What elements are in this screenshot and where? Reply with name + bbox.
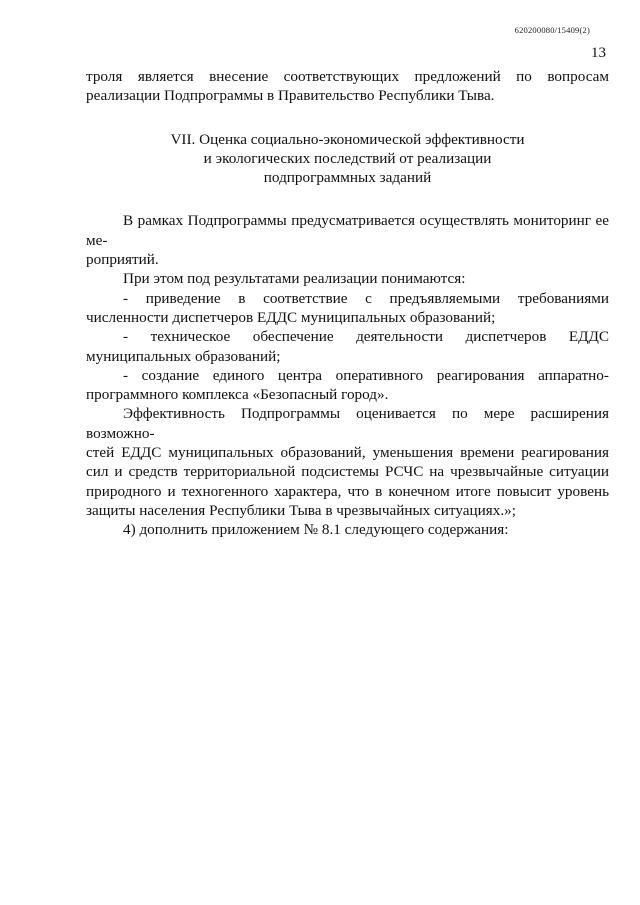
list-item-technical-support: - техническое обеспечение деятельности диспетчеров ЕДДС муниципальных образований;	[86, 328, 609, 365]
paragraph-monitoring-line-1: В рамках Подпрограммы предусматривается осуществлять мониторинг ее ме-	[86, 212, 609, 249]
list-item-safe-city-line-1	[86, 366, 609, 385]
list-item-safe-city-line-2: программного комплекса «Безопасный город».	[86, 386, 389, 404]
word: создание	[141, 366, 200, 384]
word: -	[123, 366, 129, 384]
document-code: 620200080/15409(2)	[514, 25, 590, 35]
heading-line-1: VII. Оценка социально-экономической эффективности	[170, 130, 525, 148]
document-body	[86, 67, 609, 540]
word: реагирования	[436, 366, 525, 384]
paragraph-monitoring-line-2: роприятий.	[86, 251, 159, 269]
paragraph-results-intro: При этом под результатами реализации понимаются:	[123, 270, 466, 288]
heading-line-3: подпрограммных заданий	[263, 169, 432, 187]
heading-line-2: и экологических последствий от реализации	[203, 149, 492, 167]
section-heading	[86, 130, 609, 188]
paragraph-effectiveness-rest: стей ЕДДС муниципальных образований, уменьшения времени реагирования сил и средств территориальной подсистемы РСЧС на чрезвычайные ситуации природного и техногенного характера, что в конечном итоге повысит уровень защиты населения Республики Тыва в чрезвычайных ситуациях.»;	[86, 444, 609, 519]
word: центра	[277, 366, 323, 384]
paragraph-effectiveness-line-1: Эффективность Подпрограммы оценивается по мере расширения возможно-	[86, 405, 609, 442]
paragraph-amendment: 4) дополнить приложением № 8.1 следующего содержания:	[123, 521, 509, 539]
word: единого	[212, 366, 265, 384]
word: оперативного	[335, 366, 424, 384]
page-number: 13	[591, 45, 606, 61]
word: аппаратно-	[538, 366, 609, 384]
paragraph-continuation: троля является внесение соответствующих предложений по вопросам реализации Подпрограммы в Правительство Республики Тыва.	[86, 68, 609, 105]
list-item-staffing: - приведение в соответствие с предъявляемыми требованиями численности диспетчеров ЕДДС муниципальных образований;	[86, 289, 609, 326]
